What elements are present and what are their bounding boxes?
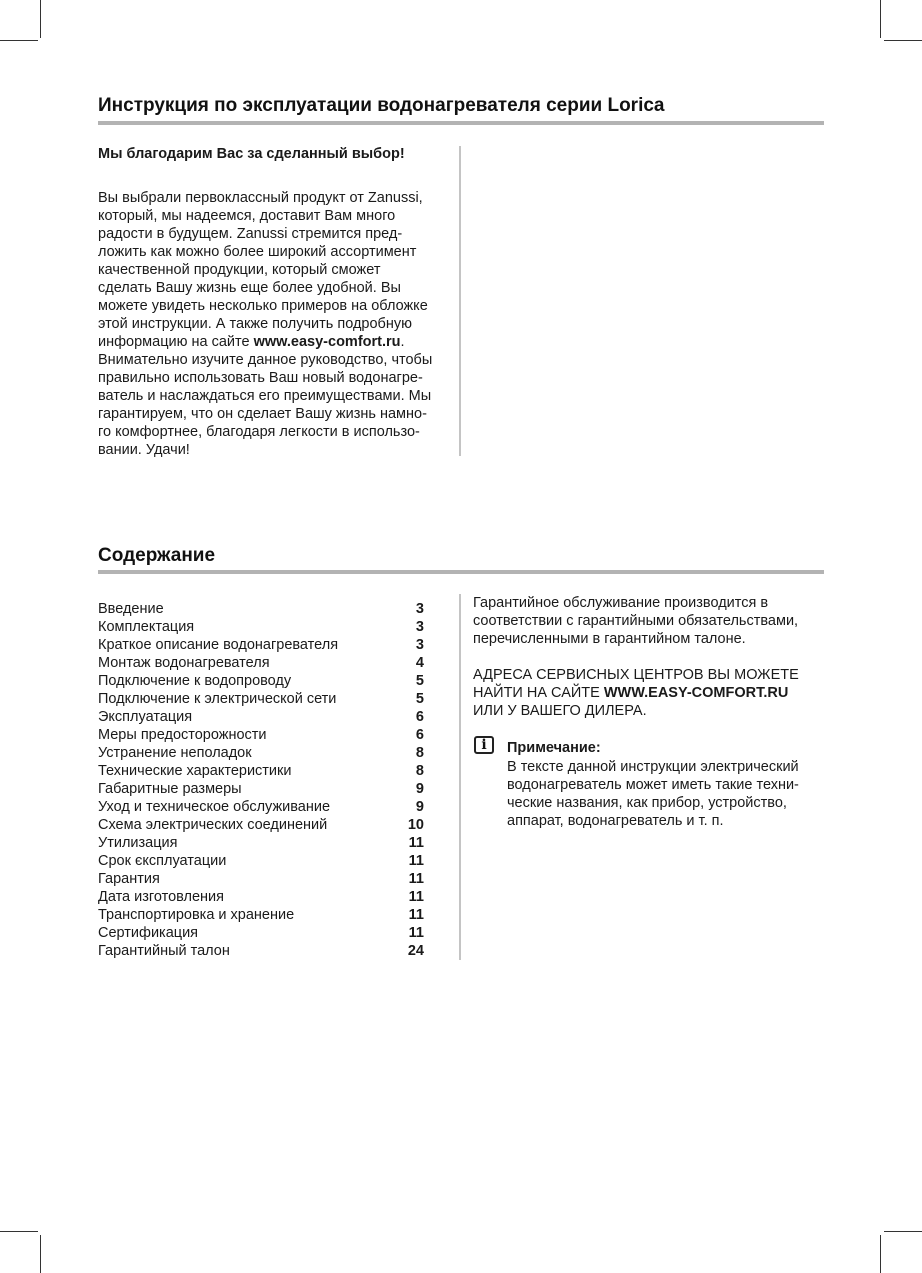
toc-label: Технические характеристики bbox=[98, 763, 292, 779]
toc-page: 6 bbox=[415, 727, 424, 743]
info-icon: i bbox=[474, 736, 494, 754]
toc-row[interactable] bbox=[98, 834, 424, 852]
warranty-line: Гарантийное обслуживание производится в bbox=[473, 595, 769, 611]
intro-line: можете увидеть несколько примеров на обложке bbox=[98, 298, 428, 314]
intro-line: Вы выбрали первоклассный продукт от Zanussi, bbox=[98, 190, 423, 206]
toc-label: Срок єксплуатации bbox=[98, 853, 227, 869]
toc-row[interactable] bbox=[98, 924, 424, 942]
note-line: водонагреватель может иметь такие техни- bbox=[507, 777, 799, 793]
toc-label: Гарантия bbox=[98, 871, 160, 887]
toc-row[interactable] bbox=[98, 888, 424, 906]
toc-label: Устранение неполадок bbox=[98, 745, 252, 761]
intro-line: этой инструкции. А также получить подробную bbox=[98, 316, 412, 332]
toc-page: 3 bbox=[415, 637, 424, 653]
note-line: ческие названия, как прибор, устройство, bbox=[507, 795, 787, 811]
toc-page: 9 bbox=[415, 799, 424, 815]
toc-row[interactable] bbox=[98, 870, 424, 888]
toc-label: Подключение к водопроводу bbox=[98, 673, 292, 689]
toc-label: Подключение к электрической сети bbox=[98, 691, 337, 707]
toc-row[interactable] bbox=[98, 690, 424, 708]
toc-row[interactable] bbox=[98, 618, 424, 636]
toc-row[interactable] bbox=[98, 942, 424, 960]
intro-line: сделать Вашу жизнь еще более удобной. Вы bbox=[98, 280, 401, 296]
service-line: АДРЕСА СЕРВИСНЫХ ЦЕНТРОВ ВЫ МОЖЕТЕ bbox=[473, 667, 799, 683]
toc-label: Комплектация bbox=[98, 619, 195, 635]
toc-page: 8 bbox=[415, 745, 424, 761]
crop-mark bbox=[880, 1235, 881, 1273]
note-body bbox=[507, 758, 827, 830]
toc-page: 5 bbox=[415, 691, 424, 707]
crop-mark bbox=[0, 1231, 38, 1232]
toc-page: 11 bbox=[408, 871, 424, 887]
toc-row[interactable] bbox=[98, 636, 424, 654]
page-title: Инструкция по эксплуатации водонагревателя серии Lorica bbox=[98, 95, 665, 116]
intro-section bbox=[98, 145, 453, 459]
toc-row[interactable] bbox=[98, 672, 424, 690]
toc-label: Краткое описание водонагревателя bbox=[98, 637, 339, 653]
toc-label: Гарантийный талон bbox=[98, 943, 230, 959]
toc-page: 24 bbox=[407, 943, 424, 959]
crop-mark bbox=[40, 1235, 41, 1273]
crop-mark bbox=[884, 40, 922, 41]
toc-page: 10 bbox=[407, 817, 424, 833]
title-rule bbox=[98, 121, 824, 125]
toc-row[interactable] bbox=[98, 906, 424, 924]
intro-line: качественной продукции, который сможет bbox=[98, 262, 381, 278]
toc-label: Сертификация bbox=[98, 925, 199, 941]
toc-row[interactable] bbox=[98, 600, 424, 618]
warranty-section bbox=[473, 594, 833, 720]
toc-row[interactable] bbox=[98, 726, 424, 744]
toc-row[interactable] bbox=[98, 654, 424, 672]
toc-page: 5 bbox=[415, 673, 424, 689]
toc-label: Габаритные размеры bbox=[98, 781, 242, 797]
toc-row[interactable] bbox=[98, 780, 424, 798]
intro-line: гарантируем, что он сделает Вашу жизнь намно- bbox=[98, 406, 427, 422]
toc-page: 11 bbox=[408, 925, 424, 941]
toc-label: Транспортировка и хранение bbox=[98, 907, 295, 923]
toc-label: Схема электрических соединений bbox=[98, 817, 328, 833]
toc-page: 9 bbox=[415, 781, 424, 797]
crop-mark bbox=[40, 0, 41, 38]
warranty-line: перечисленными в гарантийном талоне. bbox=[473, 631, 746, 647]
toc-label: Введение bbox=[98, 601, 164, 617]
contents-heading: Содержание bbox=[98, 545, 216, 566]
toc-page: 6 bbox=[415, 709, 424, 725]
intro-text: информацию на сайте bbox=[98, 334, 254, 350]
toc-row[interactable] bbox=[98, 816, 424, 834]
toc-label: Уход и техническое обслуживание bbox=[98, 799, 331, 815]
note-title: Примечание: bbox=[507, 740, 601, 756]
toc-row[interactable] bbox=[98, 762, 424, 780]
toc-row[interactable] bbox=[98, 744, 424, 762]
note-line: В тексте данной инструкции электрический bbox=[507, 759, 799, 775]
website-link[interactable]: www.easy-comfort.ru bbox=[253, 334, 401, 350]
toc-row[interactable] bbox=[98, 708, 424, 726]
intro-line bbox=[98, 333, 453, 351]
intro-line: вании. Удачи! bbox=[98, 442, 190, 458]
intro-line: Внимательно изучите данное руководство, чтобы bbox=[98, 352, 433, 368]
service-line bbox=[473, 684, 833, 702]
toc-label: Эксплуатация bbox=[98, 709, 193, 725]
service-line: ИЛИ У ВАШЕГО ДИЛЕРА. bbox=[473, 703, 647, 719]
crop-mark bbox=[880, 0, 881, 38]
service-text: НАЙТИ НА САЙТЕ bbox=[473, 685, 604, 701]
toc-page: 11 bbox=[408, 853, 424, 869]
toc-page: 11 bbox=[408, 835, 424, 851]
toc-label: Монтаж водонагревателя bbox=[98, 655, 270, 671]
intro-text: . bbox=[400, 334, 405, 350]
warranty-line: соответствии с гарантийными обязательствами, bbox=[473, 613, 799, 629]
toc-page: 3 bbox=[415, 619, 424, 635]
toc-page: 8 bbox=[415, 763, 424, 779]
service-website-link[interactable]: WWW.EASY-COMFORT.RU bbox=[603, 685, 789, 701]
intro-line: го комфортнее, благодаря легкости в использо- bbox=[98, 424, 420, 440]
toc-label: Меры предосторожности bbox=[98, 727, 267, 743]
note-line: аппарат, водонагреватель и т. п. bbox=[507, 813, 724, 829]
column-divider bbox=[459, 594, 461, 960]
intro-heading: Мы благодарим Вас за сделанный выбор! bbox=[98, 146, 405, 162]
toc-row[interactable] bbox=[98, 852, 424, 870]
toc-label: Утилизация bbox=[98, 835, 178, 851]
intro-line: ложить как можно более широкий ассортимент bbox=[98, 244, 417, 260]
toc-page: 11 bbox=[408, 907, 424, 923]
intro-line: который, мы надеемся, доставит Вам много bbox=[98, 208, 396, 224]
contents-rule bbox=[98, 570, 824, 574]
toc-label: Дата изготовления bbox=[98, 889, 224, 905]
toc-page: 4 bbox=[415, 655, 424, 671]
column-divider bbox=[459, 146, 461, 456]
intro-line: радости в будущем. Zanussi стремится пред- bbox=[98, 226, 403, 242]
toc-page: 11 bbox=[408, 889, 424, 905]
toc-page: 3 bbox=[415, 601, 424, 617]
table-of-contents bbox=[98, 600, 424, 960]
intro-line: правильно использовать Ваш новый водонагре- bbox=[98, 370, 423, 386]
crop-mark bbox=[884, 1231, 922, 1232]
toc-row[interactable] bbox=[98, 798, 424, 816]
crop-mark bbox=[0, 40, 38, 41]
intro-line: ватель и наслаждаться его преимуществами. Мы bbox=[98, 388, 432, 404]
